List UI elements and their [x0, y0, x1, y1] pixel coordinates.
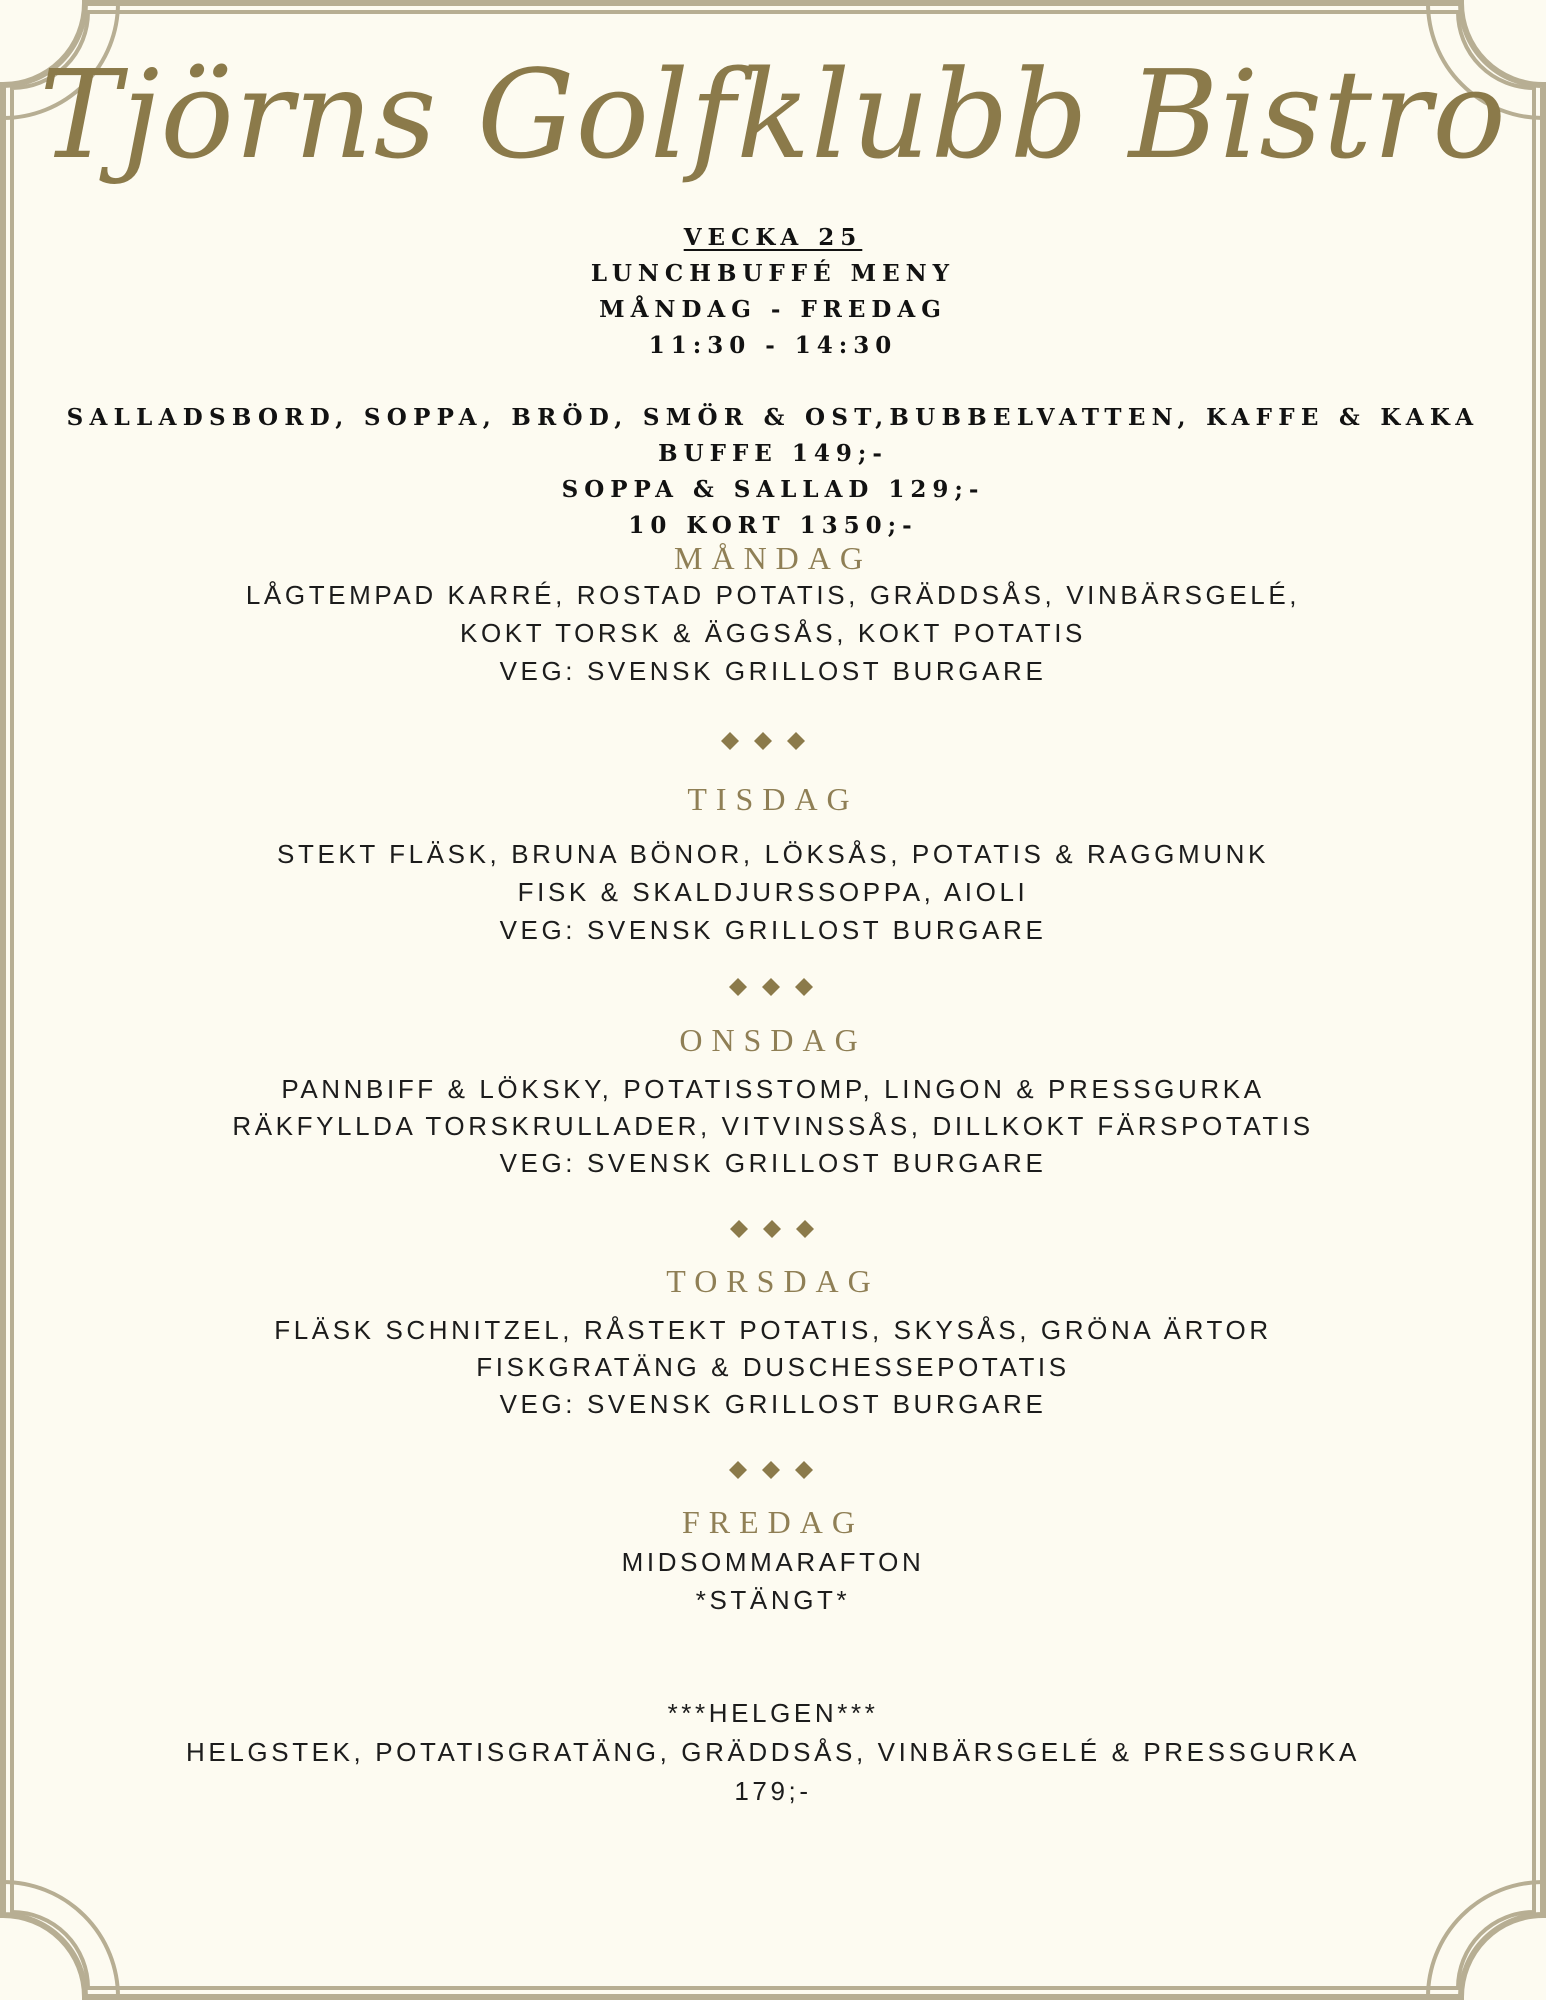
menu-line: FLÄSK SCHNITZEL, RÅSTEKT POTATIS, SKYSÅS, GRÖNA ÄRTOR — [274, 1315, 1272, 1345]
weekend-dish: HELGSTEK, POTATISGRATÄNG, GRÄDDSÅS, VINBÄRSGELÉ & PRESSGURKA — [186, 1737, 1360, 1767]
menu-line: FISK & SKALDJURSSOPPA, AIOLI — [517, 877, 1029, 907]
hours-label: 11:30 - 14:30 — [648, 332, 898, 359]
week-label: VECKA 25 — [683, 224, 863, 251]
day-heading-thursday: TORSDAG — [666, 1263, 880, 1299]
diamond-divider — [718, 731, 808, 751]
menu-line: PANNBIFF & LÖKSKY, POTATISSTOMP, LINGON & PRESSGURKA — [281, 1074, 1265, 1104]
day-heading-friday: FREDAG — [681, 1504, 864, 1540]
weekend-price: 179;- — [734, 1776, 812, 1806]
buffet-includes: SALLADSBORD, SOPPA, BRÖD, SMÖR & OST,BUBBELVATTEN, KAFFE & KAKA — [66, 404, 1480, 431]
menu-line: MIDSOMMARAFTON — [621, 1547, 925, 1577]
restaurant-title: Tjörns Golfklubb Bistro — [39, 44, 1507, 186]
day-heading-wednesday: ONSDAG — [679, 1022, 867, 1058]
menu-line: VEG: SVENSK GRILLOST BURGARE — [499, 1389, 1047, 1419]
diamond-divider — [727, 1219, 817, 1239]
days-label: MÅNDAG - FREDAG — [599, 296, 947, 323]
day-heading-tuesday: TISDAG — [687, 781, 859, 817]
weekend-heading: ***HELGEN*** — [667, 1698, 879, 1728]
menu-line: *STÄNGT* — [695, 1585, 851, 1615]
price-punch-card: 10 KORT 1350;- — [628, 512, 918, 539]
diamond-divider — [726, 1460, 816, 1480]
menu-label: LUNCHBUFFÉ MENY — [590, 260, 956, 287]
menu-line: LÅGTEMPAD KARRÉ, ROSTAD POTATIS, GRÄDDSÅS, VINBÄRSGELÉ, — [245, 580, 1301, 610]
price-buffe: BUFFE 149;- — [658, 440, 888, 467]
price-soup-salad: SOPPA & SALLAD 129;- — [561, 476, 985, 503]
menu-line: VEG: SVENSK GRILLOST BURGARE — [499, 1148, 1047, 1178]
menu-line: STEKT FLÄSK, BRUNA BÖNOR, LÖKSÅS, POTATIS & RAGGMUNK — [277, 839, 1269, 869]
diamond-divider — [726, 977, 816, 997]
menu-line: KOKT TORSK & ÄGGSÅS, KOKT POTATIS — [460, 618, 1086, 648]
menu-line: FISKGRATÄNG & DUSCHESSEPOTATIS — [476, 1352, 1070, 1382]
menu-line: VEG: SVENSK GRILLOST BURGARE — [499, 915, 1047, 945]
menu-line: RÄKFYLLDA TORSKRULLADER, VITVINSSÅS, DILLKOKT FÄRSPOTATIS — [232, 1111, 1314, 1141]
day-heading-monday: MÅNDAG — [674, 540, 872, 576]
menu-line: VEG: SVENSK GRILLOST BURGARE — [499, 656, 1047, 686]
